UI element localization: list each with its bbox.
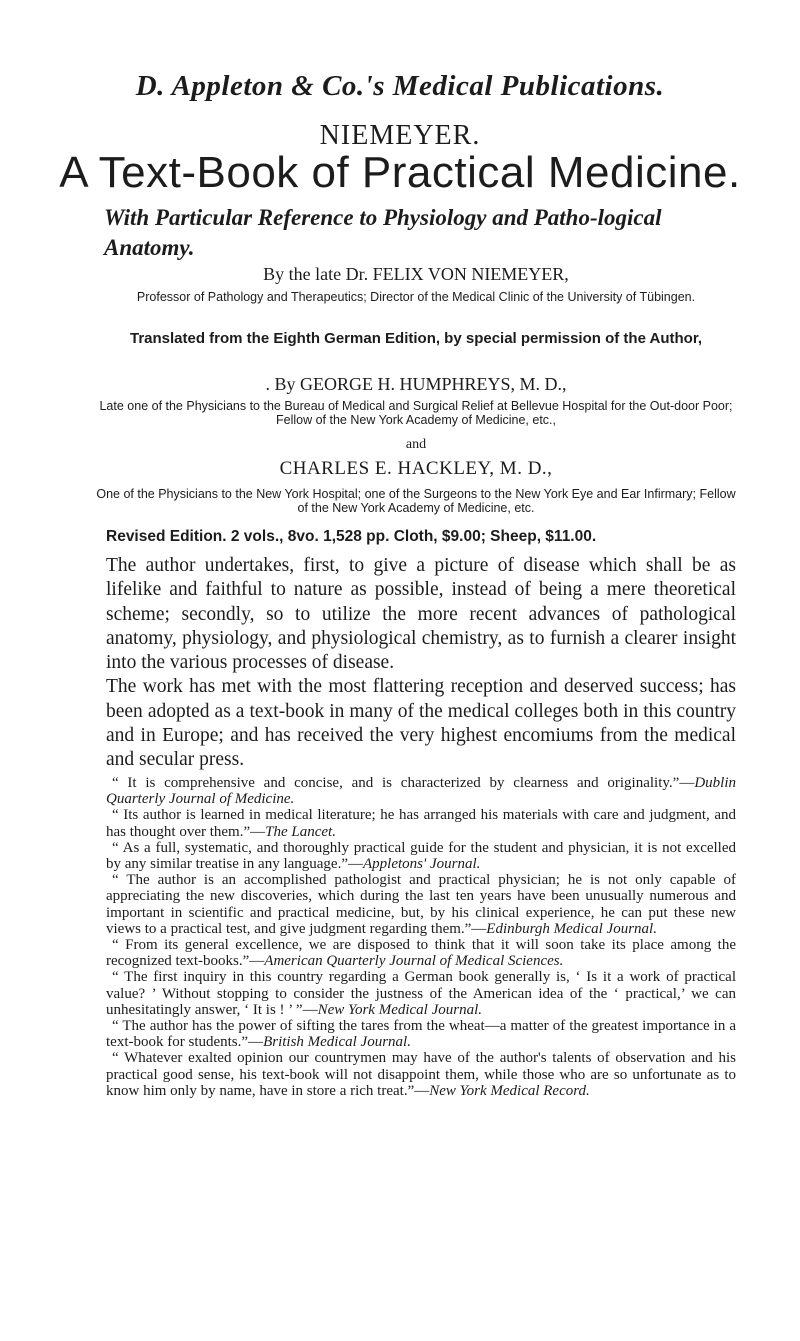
- review-text: “ From its general excellence, we are disposed to think that it will soon take its place among the recognized text-books.”—: [106, 937, 736, 970]
- translation-note: Translated from the Eighth German Edition, by special permission of the Author,: [129, 330, 703, 347]
- review-source: Appletons' Journal.: [363, 856, 481, 873]
- review-item: [106, 1018, 736, 1050]
- review-item: [106, 775, 736, 807]
- author-name-heading: NIEMEYER.: [319, 120, 481, 151]
- review-source: The Lancet.: [265, 823, 336, 840]
- author-byline: By the late Dr. FELIX VON NIEMEYER,: [263, 264, 569, 284]
- review-source: New York Medical Record.: [429, 1082, 590, 1099]
- edition-info: Revised Edition. 2 vols., 8vo. 1,528 pp. Cloth, $9.00; Sheep, $11.00.: [106, 528, 597, 545]
- description: [106, 554, 736, 773]
- review-item: [106, 1050, 736, 1099]
- review-item: [106, 872, 736, 937]
- review-source: American Quarterly Journal of Medical Sciences.: [264, 953, 564, 970]
- running-header: D. Appleton & Co.'s Medical Publications.: [135, 70, 665, 102]
- book-subtitle: With Particular Reference to Physiology and Patho-logical Anatomy.: [104, 205, 662, 260]
- review-item: [106, 807, 736, 839]
- review-text: “ As a full, systematic, and thoroughly practical guide for the student and physician, it is not excelled by any similar treatise in any language.”—: [106, 839, 736, 873]
- reviews-list: [106, 775, 736, 1099]
- translator-2: CHARLES E. HACKLEY, M. D.,: [279, 458, 553, 479]
- description-paragraph: The author undertakes, first, to give a picture of disease which shall be as lifelike and faithful to nature as possible, instead of being a mere theoretical scheme; secondly, so to utilize the more recent advances of pathological anatomy, physiology, and physiological chemistry, as to furnish a clearer insight into the various processes of disease.: [106, 555, 736, 674]
- translator-2-credentials: One of the Physicians to the New York Hospital; one of the Surgeons to the New York Eye and Ear Infirmary; Fellow of the New York Academy of Medicine, etc.: [96, 487, 736, 515]
- review-text: “ The author has the power of sifting the tares from the wheat—a matter of the greatest importance in a text-book for students.”—: [106, 1018, 736, 1051]
- translator-1-credentials: Late one of the Physicians to the Bureau of Medical and Surgical Relief at Bellevue Hospital for the Out-door Poor; Fellow of the New York Academy of Medicine, etc.,: [99, 399, 733, 427]
- description-paragraph: The work has met with the most flattering reception and deserved success; has been adopted as a text-book in many of the medical colleges both in this country and in Europe; and has received the very highest encomiums from the medical and secular press.: [106, 676, 736, 771]
- review-source: Edinburgh Medical Journal.: [486, 920, 657, 937]
- author-credentials: Professor of Pathology and Therapeutics; Director of the Medical Clinic of the University of Tübingen.: [136, 290, 696, 304]
- review-text: “ It is comprehensive and concise, and is characterized by clearness and originality.”—: [112, 775, 695, 791]
- review-text: “ Whatever exalted opinion our countrymen may have of the author's talents of observation and his practical good sense, his text-book will not disappoint them, while those who are so unfortunate as to know him only by name, have in store a rich treat.”—: [106, 1050, 736, 1099]
- review-source: New York Medical Journal.: [317, 1001, 483, 1018]
- translator-1: . By GEORGE H. HUMPHREYS, M. D.,: [265, 374, 567, 394]
- review-source: Dublin Quarterly Journal of Medicine.: [106, 775, 736, 808]
- review-item: [106, 937, 736, 969]
- review-text: “ The author is an accomplished pathologist and practical physician; he is not only capable of appreciating the new discoveries, which during the last ten years have been unusually numerous and important in scientific and practical medicine, but, by his clinical experience, he can put these new views to a practical test, and give judgment regarding them.”—: [106, 872, 736, 937]
- review-source: British Medical Journal.: [263, 1034, 411, 1051]
- review-text: “ The first inquiry in this country regarding a German book generally is, ‘ Is it a work of practical value? ’ Without stopping to consider the justness of the American idea of the ‘ practical,’ we can unhesitatingly answer, ‘ It is ! ’ ”—: [106, 969, 736, 1018]
- review-item: [106, 969, 736, 1018]
- book-title: A Text-Book of Practical Medicine.: [59, 148, 741, 197]
- review-text: “ Its author is learned in medical literature; he has arranged his materials with care and judgment, and has thought over them.”—: [106, 807, 736, 840]
- review-item: [106, 840, 736, 872]
- and-connector: and: [405, 437, 427, 452]
